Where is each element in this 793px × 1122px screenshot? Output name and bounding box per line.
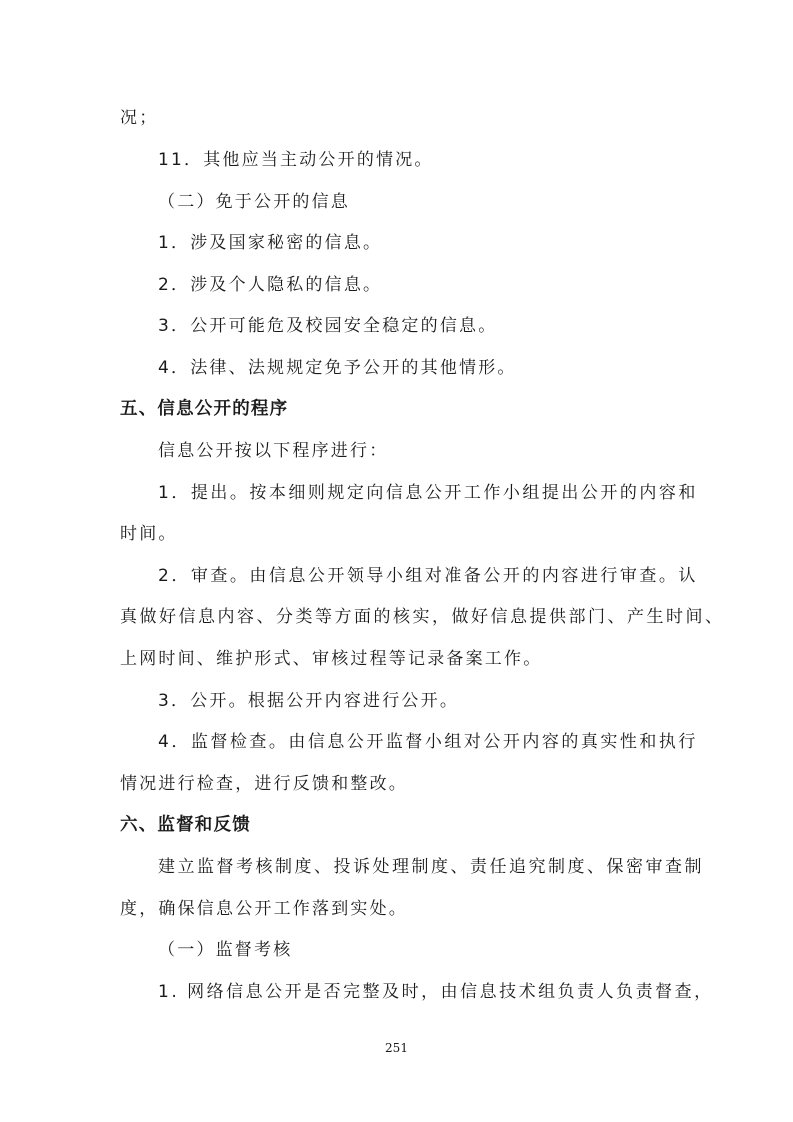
paragraph-line: 情况进行检查，进行反馈和整改。 (120, 774, 408, 794)
list-item: 4．法律、法规规定免予公开的其他情形。 (158, 358, 517, 378)
page-number: 251 (385, 1041, 408, 1055)
paragraph-line: 建立监督考核制度、投诉处理制度、责任追究制度、保密审查制 (158, 857, 704, 877)
list-item: 3．公开。根据公开内容进行公开。 (158, 691, 460, 711)
paragraph-line: 信息公开按以下程序进行： (158, 441, 389, 461)
list-item: 1．提出。按本细则规定向信息公开工作小组提出公开的内容和 (158, 483, 698, 503)
list-item: 1. 网络信息公开是否完整及时，由信息技术组负责人负责督查， (158, 982, 714, 1002)
list-item: 4．监督检查。由信息公开监督小组对公开内容的真实性和执行 (158, 732, 698, 752)
paragraph-line: 时间。 (120, 524, 178, 544)
list-item: 2．审查。由信息公开领导小组对准备公开的内容进行审查。认 (158, 566, 698, 586)
list-item: 11．其他应当主动公开的情况。 (158, 150, 434, 170)
list-item: 2．涉及个人隐私的信息。 (158, 275, 383, 295)
list-item: 1．涉及国家秘密的信息。 (158, 233, 383, 253)
subsection-heading: （一）监督考核 (158, 940, 293, 960)
paragraph-line: 度，确保信息公开工作落到实处。 (120, 899, 408, 919)
paragraph-line: 况； (120, 108, 159, 128)
section-heading: 六、监督和反馈 (120, 815, 251, 835)
section-heading: 五、信息公开的程序 (120, 399, 289, 419)
subsection-heading: （二）免于公开的信息 (158, 192, 350, 212)
list-item: 3．公开可能危及校园安全稳定的信息。 (158, 316, 498, 336)
paragraph-line: 上网时间、维护形式、审核过程等记录备案工作。 (120, 649, 543, 669)
paragraph-line: 真做好信息内容、分类等方面的核实，做好信息提供部门、产生时间、 (120, 607, 725, 627)
